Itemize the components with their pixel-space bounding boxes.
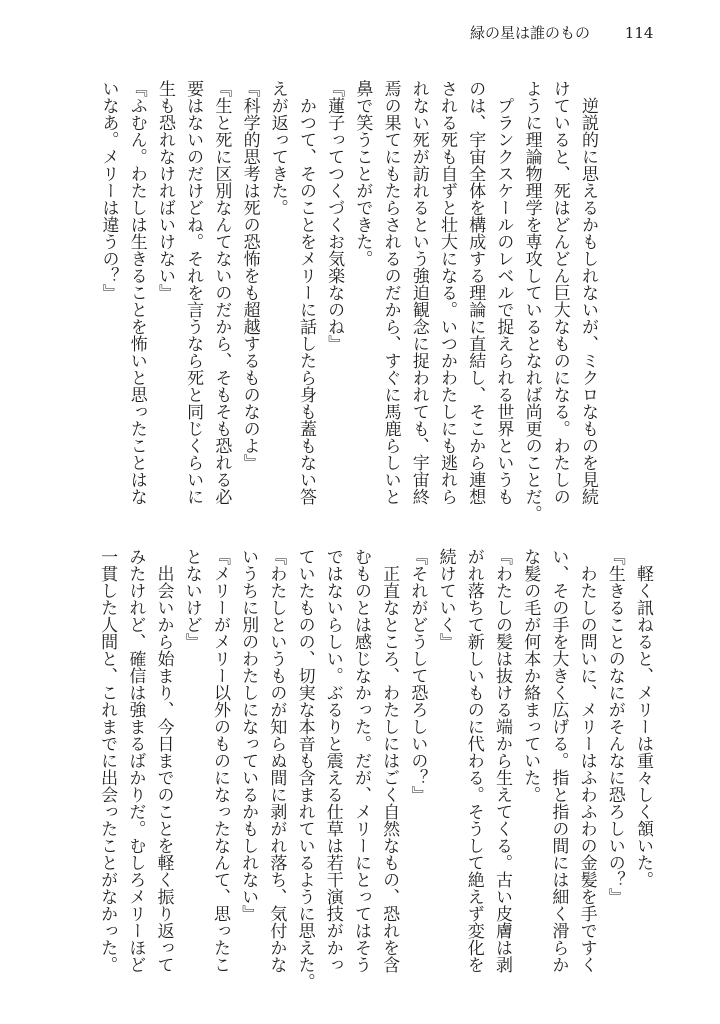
text-line: 『蓮子ってつくづくお気楽なのね』 [324, 80, 345, 352]
body-text-upper [94, 80, 602, 522]
text-line: 『メリーがメリー以外のものになったなんて、思ったこ [209, 548, 230, 973]
text-line: 焉の果てにもたらされるのだから、すぐに馬鹿らしいと [380, 80, 401, 505]
body-text-lower [93, 548, 657, 990]
text-line: むものとは感じなかった。だが、メリーにとってはそう [350, 548, 371, 973]
text-line: 鼻で笑うことができた。 [352, 80, 373, 267]
running-header [470, 22, 653, 43]
text-line: けていると、死はどんどん巨大なものになる。わたしの [549, 80, 570, 505]
text-line: わたしの問いに、メリーはふわふわの金髪を手ですく [576, 565, 597, 973]
text-line: 出会いから始まり、今日までのことを軽く振り返って [153, 565, 174, 973]
text-line: みたけれど、確信は強まるばかりだ。むしろメリーほど [125, 548, 146, 973]
text-line: 正直なところ、わたしにはごく自然なもの、恐れを含 [379, 565, 400, 973]
text-line: えが返ってきた。 [267, 80, 288, 216]
text-line: 『生きることのなにがそんなに恐ろしいの？』 [604, 548, 625, 905]
text-line: 『それがどうして恐ろしいの？』 [407, 548, 428, 803]
text-line: 要はないのだけどね。それを言うなら死と同じくらいに [183, 80, 204, 505]
text-line: 逆説的に思えるかもしれないが、ミクロなものを見続 [578, 97, 598, 505]
text-line: とないけど』 [181, 548, 202, 650]
text-line: 『科学的思考は死の恐怖をも超越するものなのよ』 [239, 80, 260, 471]
page-number: 114 [624, 24, 654, 42]
text-line: 『わたしの髪は抜ける端から生えてくる。古い皮膚は剥 [491, 548, 512, 973]
text-line: ではないらしい。ぶるりと震える仕草は若干演技がかっ [322, 548, 343, 973]
text-line: のは、宇宙全体を構成する理論に直結し、そこから連想 [465, 80, 486, 505]
text-line: いうちに別のわたしになっているかもしれない』 [238, 548, 259, 922]
text-line: ように理論物理学を専攻しているとなれば尚更のことだ。 [521, 80, 542, 522]
text-line: 一貫した人間と、これまでに出会ったことがなかった。 [97, 548, 118, 973]
text-line: 『ふむん。わたしは生きることを怖いと思ったことはな [126, 80, 147, 505]
text-line: な髪の毛が何本か絡まっていた。 [520, 548, 541, 803]
text-line: 『生と死に区別なんてないのだから、そもそも恐れる必 [211, 80, 232, 505]
text-line: プランクスケールのレベルで捉えられる世界というも [493, 97, 514, 505]
text-line: がれ落ちて新しいものに代わる。そうして絶えず変化を [463, 548, 484, 973]
text-line: 続けていく』 [435, 548, 456, 650]
text-line: い、その手を大きく広げる。指と指の間には細く滑らか [548, 548, 569, 973]
text-line: 『わたしというものが知らぬ間に剥がれ落ち、気付かな [266, 548, 287, 973]
text-line: 軽く訊ねると、メリーは重々しく頷いた。 [633, 565, 653, 888]
text-line: される死も自ずと壮大になる。いつかわたしにも逃れら [436, 80, 457, 505]
book-title: 緑の星は誰のもの [470, 24, 591, 42]
text-line: ていたものの、切実な本音も含まれているように思えた。 [294, 548, 315, 990]
text-line: れない死が訪れるという強迫観念に捉われても、宇宙終 [408, 80, 429, 505]
text-line: いなあ。メリーは違うの？』 [98, 80, 119, 301]
text-line: かつて、そのことをメリーに話したら身も蓋もない答 [295, 97, 316, 505]
text-line: 生も恐れなければいけない』 [154, 80, 175, 301]
